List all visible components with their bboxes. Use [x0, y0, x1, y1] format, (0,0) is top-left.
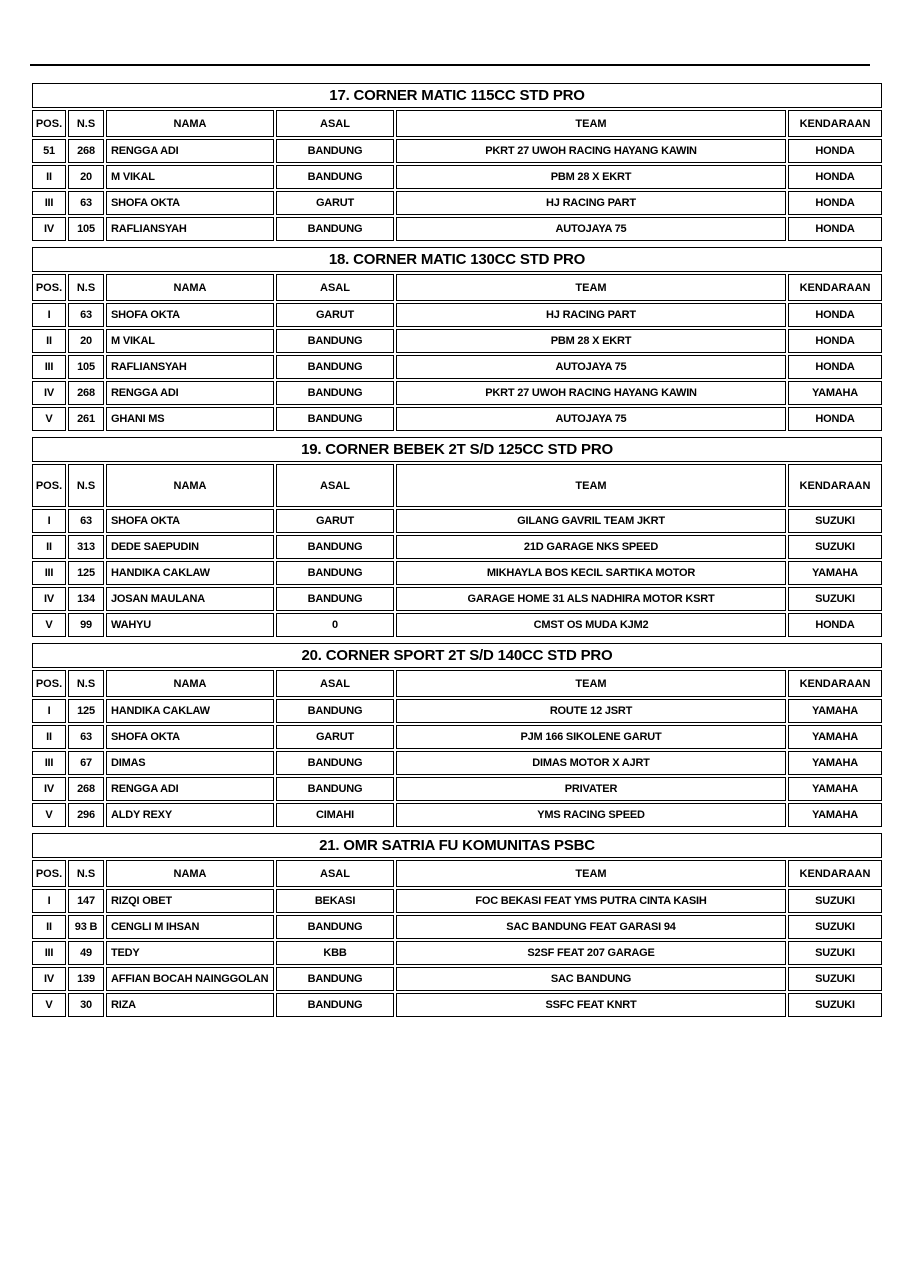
tables-container: [30, 81, 870, 1019]
race-results-table: [30, 831, 884, 1019]
column-header-team: TEAM: [396, 110, 786, 137]
cell-pos: II: [32, 165, 66, 189]
table-row: [32, 509, 882, 533]
column-header-team: TEAM: [396, 274, 786, 301]
cell-asal: BANDUNG: [276, 915, 394, 939]
cell-nama: DEDE SAEPUDIN: [106, 535, 274, 559]
cell-kendaraan: HONDA: [788, 191, 882, 215]
table-row: [32, 915, 882, 939]
column-header-pos: POS.: [32, 110, 66, 137]
cell-asal: 0: [276, 613, 394, 637]
cell-team: MIKHAYLA BOS KECIL SARTIKA MOTOR: [396, 561, 786, 585]
cell-ns: 67: [68, 751, 104, 775]
cell-ns: 63: [68, 303, 104, 327]
cell-asal: BANDUNG: [276, 355, 394, 379]
table-row: [32, 803, 882, 827]
cell-kendaraan: YAMAHA: [788, 381, 882, 405]
cell-ns: 20: [68, 329, 104, 353]
column-header-nama: NAMA: [106, 274, 274, 301]
table-title-row: [32, 437, 882, 462]
cell-ns: 313: [68, 535, 104, 559]
column-header-pos: POS.: [32, 464, 66, 507]
cell-team: FOC BEKASI FEAT YMS PUTRA CINTA KASIH: [396, 889, 786, 913]
cell-ns: 139: [68, 967, 104, 991]
cell-asal: GARUT: [276, 191, 394, 215]
cell-asal: GARUT: [276, 725, 394, 749]
cell-asal: BANDUNG: [276, 217, 394, 241]
column-header-kendaraan: KENDARAAN: [788, 464, 882, 507]
cell-kendaraan: HONDA: [788, 217, 882, 241]
cell-ns: 99: [68, 613, 104, 637]
cell-asal: KBB: [276, 941, 394, 965]
race-results-table: [30, 81, 884, 243]
cell-team: PBM 28 X EKRT: [396, 329, 786, 353]
cell-team: CMST OS MUDA KJM2: [396, 613, 786, 637]
cell-kendaraan: SUZUKI: [788, 941, 882, 965]
cell-pos: I: [32, 699, 66, 723]
cell-pos: III: [32, 191, 66, 215]
cell-kendaraan: HONDA: [788, 165, 882, 189]
table-title-row: [32, 83, 882, 108]
cell-kendaraan: SUZUKI: [788, 915, 882, 939]
table-row: [32, 613, 882, 637]
table-row: [32, 407, 882, 431]
table-title: 19. CORNER BEBEK 2T S/D 125CC STD PRO: [32, 437, 882, 462]
column-header-nama: NAMA: [106, 464, 274, 507]
column-header-ns: N.S: [68, 110, 104, 137]
table-row: [32, 139, 882, 163]
cell-team: SAC BANDUNG FEAT GARASI 94: [396, 915, 786, 939]
cell-asal: GARUT: [276, 303, 394, 327]
cell-pos: III: [32, 751, 66, 775]
column-header-ns: N.S: [68, 464, 104, 507]
cell-team: SSFC FEAT KNRT: [396, 993, 786, 1017]
cell-nama: RENGGA ADI: [106, 777, 274, 801]
cell-kendaraan: YAMAHA: [788, 725, 882, 749]
cell-team: YMS RACING SPEED: [396, 803, 786, 827]
cell-ns: 63: [68, 725, 104, 749]
cell-kendaraan: SUZUKI: [788, 993, 882, 1017]
cell-kendaraan: HONDA: [788, 407, 882, 431]
cell-team: PBM 28 X EKRT: [396, 165, 786, 189]
cell-ns: 268: [68, 381, 104, 405]
cell-nama: RENGGA ADI: [106, 139, 274, 163]
table-row: [32, 699, 882, 723]
table-row: [32, 355, 882, 379]
column-header-kendaraan: KENDARAAN: [788, 860, 882, 887]
cell-pos: II: [32, 329, 66, 353]
table-header-row: [32, 110, 882, 137]
cell-kendaraan: YAMAHA: [788, 777, 882, 801]
cell-pos: V: [32, 993, 66, 1017]
cell-nama: RIZQI OBET: [106, 889, 274, 913]
cell-pos: IV: [32, 381, 66, 405]
cell-asal: BANDUNG: [276, 587, 394, 611]
cell-kendaraan: SUZUKI: [788, 509, 882, 533]
cell-pos: 51: [32, 139, 66, 163]
cell-ns: 296: [68, 803, 104, 827]
cell-nama: AFFIAN BOCAH NAINGGOLAN: [106, 967, 274, 991]
column-header-kendaraan: KENDARAAN: [788, 670, 882, 697]
cell-kendaraan: SUZUKI: [788, 535, 882, 559]
cell-team: PKRT 27 UWOH RACING HAYANG KAWIN: [396, 381, 786, 405]
table-row: [32, 889, 882, 913]
column-header-asal: ASAL: [276, 110, 394, 137]
cell-pos: V: [32, 407, 66, 431]
cell-nama: SHOFA OKTA: [106, 191, 274, 215]
cell-team: PKRT 27 UWOH RACING HAYANG KAWIN: [396, 139, 786, 163]
cell-nama: M VIKAL: [106, 329, 274, 353]
table-header-row: [32, 860, 882, 887]
cell-asal: BANDUNG: [276, 777, 394, 801]
table-title: 21. OMR SATRIA FU KOMUNITAS PSBC: [32, 833, 882, 858]
race-results-table: [30, 245, 884, 433]
column-header-team: TEAM: [396, 860, 786, 887]
cell-nama: GHANI MS: [106, 407, 274, 431]
cell-ns: 134: [68, 587, 104, 611]
cell-team: AUTOJAYA 75: [396, 217, 786, 241]
cell-kendaraan: HONDA: [788, 329, 882, 353]
cell-pos: I: [32, 889, 66, 913]
cell-team: ROUTE 12 JSRT: [396, 699, 786, 723]
race-results-table: [30, 641, 884, 829]
cell-team: GILANG GAVRIL TEAM JKRT: [396, 509, 786, 533]
cell-ns: 105: [68, 355, 104, 379]
column-header-asal: ASAL: [276, 464, 394, 507]
cell-asal: BANDUNG: [276, 699, 394, 723]
column-header-pos: POS.: [32, 860, 66, 887]
table-title: 18. CORNER MATIC 130CC STD PRO: [32, 247, 882, 272]
cell-nama: DIMAS: [106, 751, 274, 775]
table-row: [32, 587, 882, 611]
cell-nama: CENGLI M IHSAN: [106, 915, 274, 939]
cell-ns: 261: [68, 407, 104, 431]
column-header-kendaraan: KENDARAAN: [788, 110, 882, 137]
cell-kendaraan: HONDA: [788, 613, 882, 637]
cell-ns: 20: [68, 165, 104, 189]
cell-team: GARAGE HOME 31 ALS NADHIRA MOTOR KSRT: [396, 587, 786, 611]
cell-nama: TEDY: [106, 941, 274, 965]
cell-kendaraan: HONDA: [788, 139, 882, 163]
cell-asal: BANDUNG: [276, 535, 394, 559]
column-header-team: TEAM: [396, 464, 786, 507]
cell-nama: SHOFA OKTA: [106, 303, 274, 327]
cell-ns: 49: [68, 941, 104, 965]
cell-kendaraan: SUZUKI: [788, 889, 882, 913]
cell-nama: SHOFA OKTA: [106, 725, 274, 749]
column-header-team: TEAM: [396, 670, 786, 697]
table-row: [32, 535, 882, 559]
table-row: [32, 303, 882, 327]
table-title: 20. CORNER SPORT 2T S/D 140CC STD PRO: [32, 643, 882, 668]
cell-asal: BANDUNG: [276, 165, 394, 189]
cell-nama: M VIKAL: [106, 165, 274, 189]
cell-team: HJ RACING PART: [396, 303, 786, 327]
table-header-row: [32, 670, 882, 697]
cell-kendaraan: YAMAHA: [788, 751, 882, 775]
cell-pos: V: [32, 613, 66, 637]
cell-nama: RENGGA ADI: [106, 381, 274, 405]
cell-pos: V: [32, 803, 66, 827]
column-header-ns: N.S: [68, 274, 104, 301]
column-header-asal: ASAL: [276, 274, 394, 301]
cell-pos: IV: [32, 777, 66, 801]
table-row: [32, 967, 882, 991]
cell-team: S2SF FEAT 207 GARAGE: [396, 941, 786, 965]
cell-ns: 93 B: [68, 915, 104, 939]
cell-kendaraan: SUZUKI: [788, 587, 882, 611]
cell-pos: II: [32, 725, 66, 749]
page-top-rule: [30, 64, 870, 66]
cell-ns: 63: [68, 509, 104, 533]
cell-asal: BANDUNG: [276, 561, 394, 585]
table-row: [32, 725, 882, 749]
cell-asal: GARUT: [276, 509, 394, 533]
cell-pos: III: [32, 941, 66, 965]
cell-asal: BANDUNG: [276, 967, 394, 991]
cell-pos: IV: [32, 967, 66, 991]
cell-pos: IV: [32, 587, 66, 611]
table-row: [32, 777, 882, 801]
column-header-ns: N.S: [68, 860, 104, 887]
cell-kendaraan: HONDA: [788, 303, 882, 327]
column-header-kendaraan: KENDARAAN: [788, 274, 882, 301]
cell-kendaraan: YAMAHA: [788, 699, 882, 723]
cell-ns: 63: [68, 191, 104, 215]
cell-pos: II: [32, 915, 66, 939]
cell-pos: II: [32, 535, 66, 559]
cell-pos: III: [32, 561, 66, 585]
cell-ns: 125: [68, 699, 104, 723]
race-results-table: [30, 435, 884, 639]
cell-nama: RAFLIANSYAH: [106, 217, 274, 241]
cell-nama: HANDIKA CAKLAW: [106, 561, 274, 585]
table-title-row: [32, 247, 882, 272]
cell-nama: WAHYU: [106, 613, 274, 637]
table-row: [32, 993, 882, 1017]
column-header-nama: NAMA: [106, 110, 274, 137]
cell-asal: BEKASI: [276, 889, 394, 913]
cell-pos: I: [32, 303, 66, 327]
cell-nama: RAFLIANSYAH: [106, 355, 274, 379]
table-title-row: [32, 643, 882, 668]
table-header-row: [32, 464, 882, 507]
cell-ns: 147: [68, 889, 104, 913]
cell-nama: HANDIKA CAKLAW: [106, 699, 274, 723]
table-row: [32, 381, 882, 405]
cell-pos: I: [32, 509, 66, 533]
table-row: [32, 217, 882, 241]
cell-pos: III: [32, 355, 66, 379]
cell-nama: SHOFA OKTA: [106, 509, 274, 533]
column-header-asal: ASAL: [276, 860, 394, 887]
table-row: [32, 561, 882, 585]
table-row: [32, 191, 882, 215]
cell-asal: BANDUNG: [276, 407, 394, 431]
cell-nama: ALDY REXY: [106, 803, 274, 827]
cell-ns: 268: [68, 139, 104, 163]
cell-ns: 125: [68, 561, 104, 585]
cell-asal: BANDUNG: [276, 751, 394, 775]
cell-team: PJM 166 SIKOLENE GARUT: [396, 725, 786, 749]
cell-team: DIMAS MOTOR X AJRT: [396, 751, 786, 775]
cell-team: SAC BANDUNG: [396, 967, 786, 991]
cell-nama: RIZA: [106, 993, 274, 1017]
cell-team: AUTOJAYA 75: [396, 355, 786, 379]
table-row: [32, 941, 882, 965]
cell-team: HJ RACING PART: [396, 191, 786, 215]
cell-kendaraan: YAMAHA: [788, 561, 882, 585]
cell-asal: BANDUNG: [276, 329, 394, 353]
cell-asal: BANDUNG: [276, 381, 394, 405]
table-row: [32, 751, 882, 775]
table-title-row: [32, 833, 882, 858]
cell-asal: CIMAHI: [276, 803, 394, 827]
table-header-row: [32, 274, 882, 301]
column-header-pos: POS.: [32, 670, 66, 697]
table-row: [32, 329, 882, 353]
column-header-asal: ASAL: [276, 670, 394, 697]
cell-ns: 268: [68, 777, 104, 801]
cell-ns: 105: [68, 217, 104, 241]
cell-team: PRIVATER: [396, 777, 786, 801]
cell-team: AUTOJAYA 75: [396, 407, 786, 431]
cell-asal: BANDUNG: [276, 139, 394, 163]
table-row: [32, 165, 882, 189]
table-title: 17. CORNER MATIC 115CC STD PRO: [32, 83, 882, 108]
cell-kendaraan: YAMAHA: [788, 803, 882, 827]
cell-nama: JOSAN MAULANA: [106, 587, 274, 611]
cell-ns: 30: [68, 993, 104, 1017]
column-header-pos: POS.: [32, 274, 66, 301]
column-header-nama: NAMA: [106, 670, 274, 697]
cell-asal: BANDUNG: [276, 993, 394, 1017]
column-header-ns: N.S: [68, 670, 104, 697]
cell-pos: IV: [32, 217, 66, 241]
column-header-nama: NAMA: [106, 860, 274, 887]
cell-team: 21D GARAGE NKS SPEED: [396, 535, 786, 559]
cell-kendaraan: HONDA: [788, 355, 882, 379]
cell-kendaraan: SUZUKI: [788, 967, 882, 991]
results-document: [30, 64, 870, 1021]
